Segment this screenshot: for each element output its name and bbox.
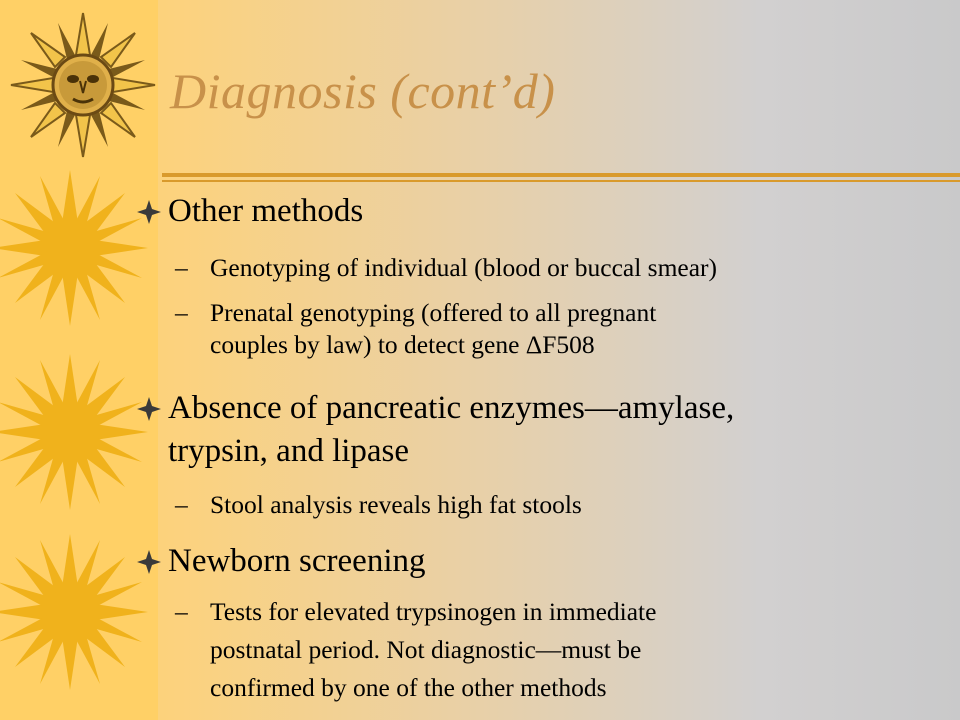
sub-bullet-trypsinogen-line3: confirmed by one of the other methods [210,673,607,702]
sub-bullet-trypsinogen-line2: postnatal period. Not diagnostic—must be [210,635,642,664]
sub-bullet-prenatal-line1: Prenatal genotyping (offered to all pregnant [210,298,657,327]
bullet-pancreatic-enzymes-line2: trypsin, and lipase [168,433,410,469]
sub-bullet-prenatal-line2: couples by law) to detect gene ΔF508 [210,330,595,359]
sub-bullet-dash: – [175,490,188,519]
sun-face-icon [8,10,158,160]
sun-icon [0,168,150,328]
sub-bullet-genotyping: Genotyping of individual (blood or buccal smear) [210,253,718,282]
sun-icon [0,352,150,512]
title-divider [162,173,960,177]
title-divider-thin [162,180,960,182]
sun-icon [0,532,150,692]
sub-bullet-dash: – [175,253,188,282]
bullet-newborn-screening: Newborn screening [168,543,426,579]
decorative-sun-strip [0,0,158,720]
sub-bullet-trypsinogen-line1: Tests for elevated trypsinogen in immediate [210,597,657,626]
four-point-star-icon [136,396,162,422]
slide-title: Diagnosis (cont’d) [170,63,556,119]
sub-bullet-stool-analysis: Stool analysis reveals high fat stools [210,490,582,519]
bullet-other-methods: Other methods [168,193,364,229]
sub-bullet-dash: – [175,298,188,327]
sub-bullet-dash: – [175,597,188,626]
four-point-star-icon [136,549,162,575]
bullet-pancreatic-enzymes-line1: Absence of pancreatic enzymes—amylase, [168,390,735,426]
four-point-star-icon [136,199,162,225]
